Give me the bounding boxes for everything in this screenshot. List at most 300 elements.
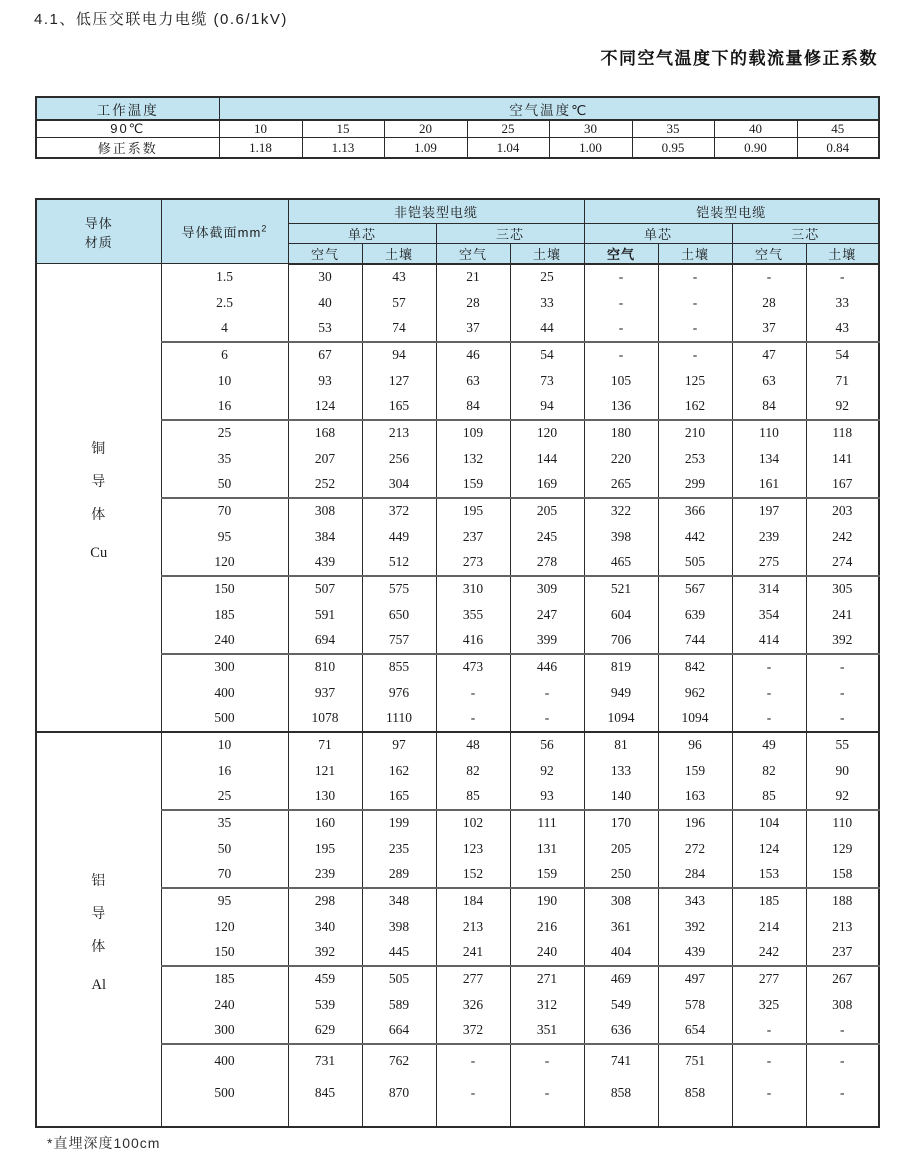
factor-value: 0.95 (632, 138, 714, 159)
value-cell: 289 (362, 862, 436, 888)
value-cell: 308 (584, 888, 658, 914)
value-cell: 48 (436, 732, 510, 758)
value-cell: 299 (658, 472, 732, 498)
conductor-cell: 铜 导 体 Cu (36, 264, 161, 732)
table-row (36, 472, 879, 498)
value-cell: 21 (436, 264, 510, 290)
value-cell: 265 (584, 472, 658, 498)
value-cell: 636 (584, 1018, 658, 1044)
soil-column-header: 土壤 (510, 243, 584, 264)
value-cell: 71 (806, 368, 879, 394)
value-cell: 93 (510, 784, 584, 810)
value-cell: - (510, 680, 584, 706)
working-temp-header: 工作温度 (36, 97, 219, 120)
value-cell: 751 (658, 1044, 732, 1077)
value-cell: 459 (288, 966, 362, 992)
value-cell: 84 (436, 394, 510, 420)
value-cell: 74 (362, 316, 436, 342)
size-cell: 95 (161, 888, 288, 914)
soil-column-header: 土壤 (806, 243, 879, 264)
factor-row (36, 138, 879, 159)
value-cell: 446 (510, 654, 584, 680)
value-cell: - (584, 316, 658, 342)
conductor-material-header: 导体 材质 (36, 199, 161, 264)
value-cell: 589 (362, 992, 436, 1018)
factor-value: 1.00 (549, 138, 632, 159)
spacer-cell (732, 1110, 806, 1127)
value-cell: 67 (288, 342, 362, 368)
value-cell: 416 (436, 628, 510, 654)
value-cell: - (584, 264, 658, 290)
value-cell: 203 (806, 498, 879, 524)
value-cell: - (806, 1077, 879, 1110)
value-cell: 239 (288, 862, 362, 888)
value-cell: 937 (288, 680, 362, 706)
value-cell: 591 (288, 602, 362, 628)
value-cell: 54 (806, 342, 879, 368)
table-row (36, 264, 879, 290)
size-cell: 185 (161, 966, 288, 992)
table-row (36, 784, 879, 810)
value-cell: - (658, 290, 732, 316)
table-row (36, 1044, 879, 1077)
value-cell: 180 (584, 420, 658, 446)
factor-label: 修正系数 (36, 138, 219, 159)
value-cell: 309 (510, 576, 584, 602)
value-cell: 252 (288, 472, 362, 498)
value-cell: 326 (436, 992, 510, 1018)
value-cell: 298 (288, 888, 362, 914)
value-cell: 92 (806, 784, 879, 810)
value-cell: 664 (362, 1018, 436, 1044)
size-cell: 16 (161, 758, 288, 784)
value-cell: 133 (584, 758, 658, 784)
value-cell: 277 (436, 966, 510, 992)
size-cell: 50 (161, 836, 288, 862)
value-cell: 372 (436, 1018, 510, 1044)
table-row (36, 862, 879, 888)
value-cell: 604 (584, 602, 658, 628)
value-cell: 351 (510, 1018, 584, 1044)
unarmored-cable-header: 非铠装型电缆 (288, 199, 584, 223)
value-cell: 130 (288, 784, 362, 810)
value-cell: 310 (436, 576, 510, 602)
value-cell: - (436, 1044, 510, 1077)
value-cell: 165 (362, 394, 436, 420)
size-cell: 150 (161, 940, 288, 966)
value-cell: 37 (436, 316, 510, 342)
value-cell: 442 (658, 524, 732, 550)
size-cell: 2.5 (161, 290, 288, 316)
ampacity-table (35, 198, 880, 1128)
value-cell: 414 (732, 628, 806, 654)
value-cell: 256 (362, 446, 436, 472)
value-cell: 521 (584, 576, 658, 602)
value-cell: 1094 (658, 706, 732, 732)
value-cell: 121 (288, 758, 362, 784)
value-cell: 762 (362, 1044, 436, 1077)
size-cell: 400 (161, 680, 288, 706)
value-cell: 465 (584, 550, 658, 576)
value-cell: 284 (658, 862, 732, 888)
value-cell: 497 (658, 966, 732, 992)
value-cell: 170 (584, 810, 658, 836)
value-cell: 199 (362, 810, 436, 836)
table-row (36, 394, 879, 420)
spacer-cell (362, 1110, 436, 1127)
value-cell: 123 (436, 836, 510, 862)
value-cell: 105 (584, 368, 658, 394)
air-temp-value: 45 (797, 120, 879, 138)
value-cell: 275 (732, 550, 806, 576)
value-cell: - (510, 706, 584, 732)
value-cell: 159 (510, 862, 584, 888)
value-cell: 976 (362, 680, 436, 706)
value-cell: 63 (732, 368, 806, 394)
value-cell: 53 (288, 316, 362, 342)
value-cell: 237 (436, 524, 510, 550)
value-cell: 25 (510, 264, 584, 290)
value-cell: 33 (510, 290, 584, 316)
table-row (36, 680, 879, 706)
air-temp-value: 25 (467, 120, 549, 138)
value-cell: 188 (806, 888, 879, 914)
value-cell: 247 (510, 602, 584, 628)
size-cell: 150 (161, 576, 288, 602)
value-cell: 439 (658, 940, 732, 966)
value-cell: 361 (584, 914, 658, 940)
spacer-row (36, 1110, 879, 1127)
value-cell: 308 (806, 992, 879, 1018)
value-cell: 629 (288, 1018, 362, 1044)
value-cell: - (806, 1044, 879, 1077)
value-cell: 90 (806, 758, 879, 784)
value-cell: 92 (510, 758, 584, 784)
table-row (36, 966, 879, 992)
value-cell: 43 (362, 264, 436, 290)
value-cell: 858 (658, 1077, 732, 1110)
value-cell: 85 (436, 784, 510, 810)
value-cell: 141 (806, 446, 879, 472)
table-row (36, 290, 879, 316)
air-temp-value: 35 (632, 120, 714, 138)
size-cell: 240 (161, 628, 288, 654)
value-cell: 73 (510, 368, 584, 394)
table-row (36, 420, 879, 446)
value-cell: 312 (510, 992, 584, 1018)
value-cell: 111 (510, 810, 584, 836)
soil-column-header: 土壤 (658, 243, 732, 264)
value-cell: - (732, 1077, 806, 1110)
value-cell: - (584, 290, 658, 316)
value-cell: 213 (362, 420, 436, 446)
value-cell: 567 (658, 576, 732, 602)
value-cell: 445 (362, 940, 436, 966)
value-cell: - (436, 680, 510, 706)
value-cell: 245 (510, 524, 584, 550)
table-row (36, 706, 879, 732)
value-cell: 650 (362, 602, 436, 628)
value-cell: 242 (732, 940, 806, 966)
value-cell: 399 (510, 628, 584, 654)
table-row (36, 992, 879, 1018)
value-cell: 44 (510, 316, 584, 342)
value-cell: 314 (732, 576, 806, 602)
value-cell: 741 (584, 1044, 658, 1077)
factor-value: 0.84 (797, 138, 879, 159)
table-row (36, 498, 879, 524)
spacer-cell (584, 1110, 658, 1127)
value-cell: 129 (806, 836, 879, 862)
value-cell: 449 (362, 524, 436, 550)
value-cell: 512 (362, 550, 436, 576)
value-cell: - (510, 1077, 584, 1110)
value-cell: 1078 (288, 706, 362, 732)
size-cell: 185 (161, 602, 288, 628)
value-cell: 392 (806, 628, 879, 654)
value-cell: 305 (806, 576, 879, 602)
value-cell: 507 (288, 576, 362, 602)
value-cell: 240 (510, 940, 584, 966)
single-core-header: 单芯 (288, 223, 436, 243)
value-cell: 168 (288, 420, 362, 446)
value-cell: 962 (658, 680, 732, 706)
value-cell: 163 (658, 784, 732, 810)
value-cell: - (732, 1018, 806, 1044)
value-cell: 272 (658, 836, 732, 862)
value-cell: 196 (658, 810, 732, 836)
air-column-header: 空气 (288, 243, 362, 264)
burial-depth-footnote: *直埋深度100cm (47, 1135, 161, 1151)
value-cell: 37 (732, 316, 806, 342)
three-core-header: 三芯 (732, 223, 879, 243)
value-cell: 842 (658, 654, 732, 680)
size-cell: 95 (161, 524, 288, 550)
cross-section-header: 导体截面$mm^2$ (161, 199, 288, 264)
value-cell: 120 (510, 420, 584, 446)
table-row (36, 1018, 879, 1044)
value-cell: 439 (288, 550, 362, 576)
table-row (36, 524, 879, 550)
value-cell: 855 (362, 654, 436, 680)
value-cell: 195 (436, 498, 510, 524)
conductor-cell: 铝 导 体 Al (36, 732, 161, 1127)
size-cell: 120 (161, 914, 288, 940)
size-cell: 25 (161, 784, 288, 810)
working-temp-row (36, 120, 879, 138)
table-row (36, 940, 879, 966)
table-row (36, 1077, 879, 1110)
value-cell: 57 (362, 290, 436, 316)
value-cell: 118 (806, 420, 879, 446)
value-cell: 575 (362, 576, 436, 602)
air-temp-value: 10 (219, 120, 302, 138)
correction-factor-table (35, 96, 880, 159)
value-cell: 549 (584, 992, 658, 1018)
value-cell: 55 (806, 732, 879, 758)
value-cell: 469 (584, 966, 658, 992)
armored-cable-header: 铠装型电缆 (584, 199, 879, 223)
value-cell: - (658, 316, 732, 342)
value-cell: 127 (362, 368, 436, 394)
soil-column-header: 土壤 (362, 243, 436, 264)
value-cell: 162 (658, 394, 732, 420)
value-cell: 47 (732, 342, 806, 368)
value-cell: 757 (362, 628, 436, 654)
table-row (36, 836, 879, 862)
value-cell: 71 (288, 732, 362, 758)
value-cell: 404 (584, 940, 658, 966)
table-row (36, 368, 879, 394)
value-cell: 213 (436, 914, 510, 940)
value-cell: - (510, 1044, 584, 1077)
value-cell: 92 (806, 394, 879, 420)
value-cell: 343 (658, 888, 732, 914)
value-cell: 97 (362, 732, 436, 758)
table-row (36, 602, 879, 628)
factor-value: 1.13 (302, 138, 384, 159)
value-cell: 694 (288, 628, 362, 654)
value-cell: 858 (584, 1077, 658, 1110)
value-cell: 93 (288, 368, 362, 394)
three-core-header: 三芯 (436, 223, 584, 243)
value-cell: 169 (510, 472, 584, 498)
size-cell: 10 (161, 368, 288, 394)
value-cell: 158 (806, 862, 879, 888)
value-cell: 197 (732, 498, 806, 524)
table-row (36, 758, 879, 784)
size-cell: 35 (161, 810, 288, 836)
value-cell: 30 (288, 264, 362, 290)
spacer-cell (806, 1110, 879, 1127)
value-cell: - (732, 654, 806, 680)
value-cell: 274 (806, 550, 879, 576)
table-row (36, 628, 879, 654)
value-cell: 322 (584, 498, 658, 524)
value-cell: 104 (732, 810, 806, 836)
value-cell: - (732, 264, 806, 290)
value-cell: 144 (510, 446, 584, 472)
value-cell: 159 (436, 472, 510, 498)
table-row (36, 446, 879, 472)
size-cell: 1.5 (161, 264, 288, 290)
value-cell: 81 (584, 732, 658, 758)
value-cell: 28 (732, 290, 806, 316)
table-row (36, 342, 879, 368)
value-cell: 505 (658, 550, 732, 576)
value-cell: 242 (806, 524, 879, 550)
value-cell: 505 (362, 966, 436, 992)
single-core-header: 单芯 (584, 223, 732, 243)
air-temp-value: 30 (549, 120, 632, 138)
value-cell: 267 (806, 966, 879, 992)
value-cell: 253 (658, 446, 732, 472)
value-cell: 241 (436, 940, 510, 966)
size-cell: 120 (161, 550, 288, 576)
value-cell: 348 (362, 888, 436, 914)
factor-value: 1.04 (467, 138, 549, 159)
value-cell: 398 (584, 524, 658, 550)
value-cell: 473 (436, 654, 510, 680)
value-cell: 82 (436, 758, 510, 784)
value-cell: 235 (362, 836, 436, 862)
spacer-cell (658, 1110, 732, 1127)
value-cell: - (658, 264, 732, 290)
value-cell: 184 (436, 888, 510, 914)
value-cell: 63 (436, 368, 510, 394)
size-cell: 400 (161, 1044, 288, 1077)
value-cell: 639 (658, 602, 732, 628)
size-cell: 50 (161, 472, 288, 498)
value-cell: - (806, 706, 879, 732)
ampacity-header-row-1 (36, 199, 879, 223)
value-cell: 271 (510, 966, 584, 992)
value-cell: - (584, 342, 658, 368)
size-cell: 4 (161, 316, 288, 342)
air-column-header: 空气 (436, 243, 510, 264)
correction-table-caption: 不同空气温度下的载流量修正系数 (600, 49, 878, 68)
value-cell: 366 (658, 498, 732, 524)
page-title: 4.1、低压交联电力电缆 (0.6/1kV) (34, 11, 288, 28)
value-cell: 372 (362, 498, 436, 524)
value-cell: 96 (658, 732, 732, 758)
value-cell: - (436, 706, 510, 732)
size-cell: 16 (161, 394, 288, 420)
size-cell: 300 (161, 1018, 288, 1044)
value-cell: 1110 (362, 706, 436, 732)
value-cell: 46 (436, 342, 510, 368)
size-cell: 300 (161, 654, 288, 680)
correction-header-row (36, 97, 879, 120)
value-cell: 28 (436, 290, 510, 316)
value-cell: 237 (806, 940, 879, 966)
value-cell: 185 (732, 888, 806, 914)
air-temp-header: 空气温度℃ (219, 97, 879, 120)
value-cell: 110 (732, 420, 806, 446)
value-cell: 578 (658, 992, 732, 1018)
size-cell: 25 (161, 420, 288, 446)
value-cell: 216 (510, 914, 584, 940)
spacer-cell (288, 1110, 362, 1127)
value-cell: 85 (732, 784, 806, 810)
value-cell: 43 (806, 316, 879, 342)
value-cell: 161 (732, 472, 806, 498)
table-row (36, 810, 879, 836)
table-row (36, 888, 879, 914)
value-cell: 162 (362, 758, 436, 784)
value-cell: 56 (510, 732, 584, 758)
value-cell: 207 (288, 446, 362, 472)
size-cell: 240 (161, 992, 288, 1018)
value-cell: 308 (288, 498, 362, 524)
value-cell: 140 (584, 784, 658, 810)
table-row (36, 732, 879, 758)
value-cell: - (732, 1044, 806, 1077)
size-cell: 70 (161, 498, 288, 524)
value-cell: 392 (658, 914, 732, 940)
spacer-cell (161, 1110, 288, 1127)
size-cell: 500 (161, 1077, 288, 1110)
value-cell: 33 (806, 290, 879, 316)
value-cell: 250 (584, 862, 658, 888)
value-cell: 205 (510, 498, 584, 524)
size-cell: 35 (161, 446, 288, 472)
value-cell: 654 (658, 1018, 732, 1044)
value-cell: - (806, 680, 879, 706)
value-cell: 304 (362, 472, 436, 498)
value-cell: 152 (436, 862, 510, 888)
size-cell: 500 (161, 706, 288, 732)
